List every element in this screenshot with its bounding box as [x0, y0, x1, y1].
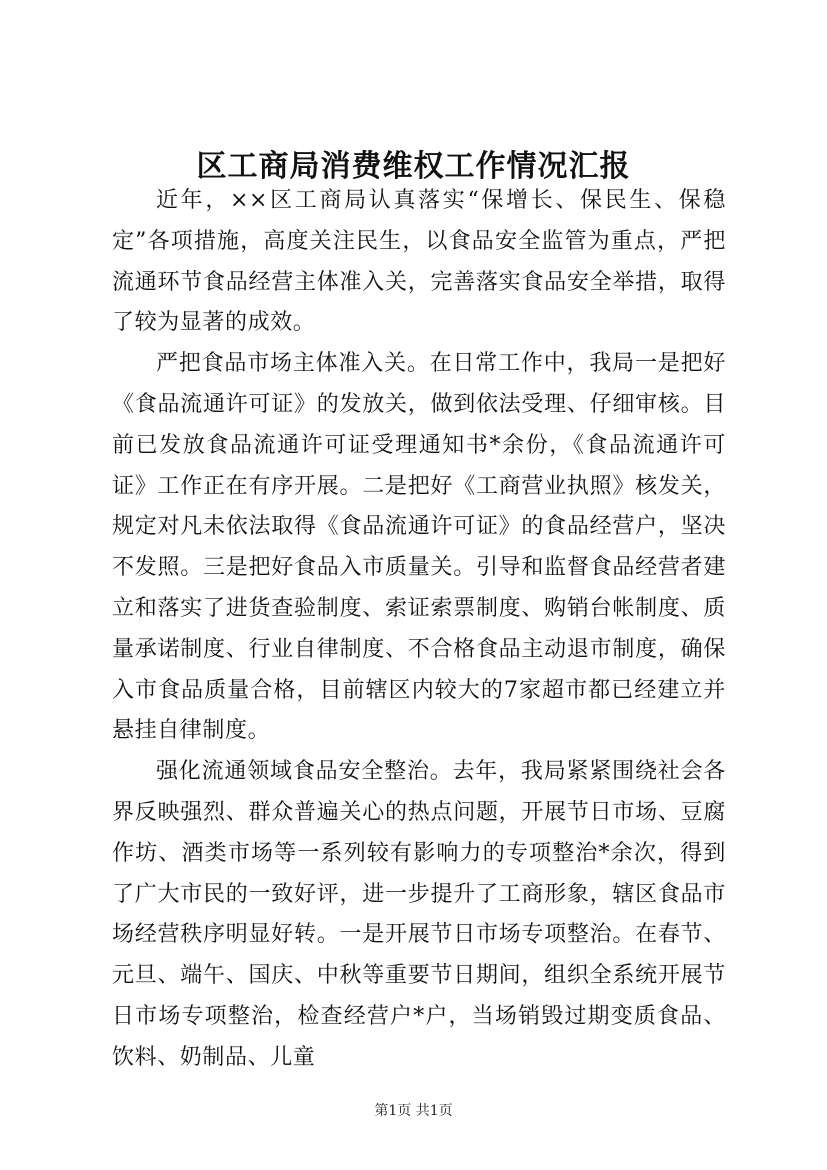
- document-body: [112, 181, 726, 1079]
- paragraph-safety-rectification: 强化流通领域食品安全整治。去年，我局紧紧围绕社会各界反映强烈、群众普遍关心的热点问题，开展节日市场、豆腐作坊、酒类市场等一系列较有影响力的专项整治*余次，得到了广大市民的一致好评，进一步提升了工商形象，辖区食品市场经营秩序明显好转。一是开展节日市场专项整治。在春节、元旦、端午、国庆、中秋等重要节日期间，组织全系统开展节日市场专项整治，检查经营户*户，当场销毁过期变质食品、饮料、奶制品、儿童: [112, 759, 726, 1070]
- page-footer: 第1页 共1页: [374, 1103, 453, 1119]
- document-title: 区工商局消费维权工作情况汇报: [196, 149, 631, 184]
- paragraph-intro: 近年，××区工商局认真落实“保增长、保民生、保稳定”各项措施，高度关注民生，以食品安全监管为重点，严把流通环节食品经营主体准入关，完善落实食品安全举措，取得了较为显著的成效。: [112, 188, 726, 336]
- paragraph-market-access: 严把食品市场主体准入关。在日常工作中，我局一是把好《食品流通许可证》的发放关，做到依法受理、仔细审核。目前已发放食品流通许可证受理通知书*余份，《食品流通许可证》工作正在有序开展。二是把好《工商营业执照》核发关，规定对凡未依法取得《食品流通许可证》的食品经营户，坚决不发照。三是把好食品入市质量关。引导和监督食品经营者建立和落实了进货查验制度、索证索票制度、购销台帐制度、质量承诺制度、行业自律制度、不合格食品主动退市制度，确保入市食品质量合格，目前辖区内较大的7家超市都已经建立并悬挂自律制度。: [112, 351, 726, 744]
